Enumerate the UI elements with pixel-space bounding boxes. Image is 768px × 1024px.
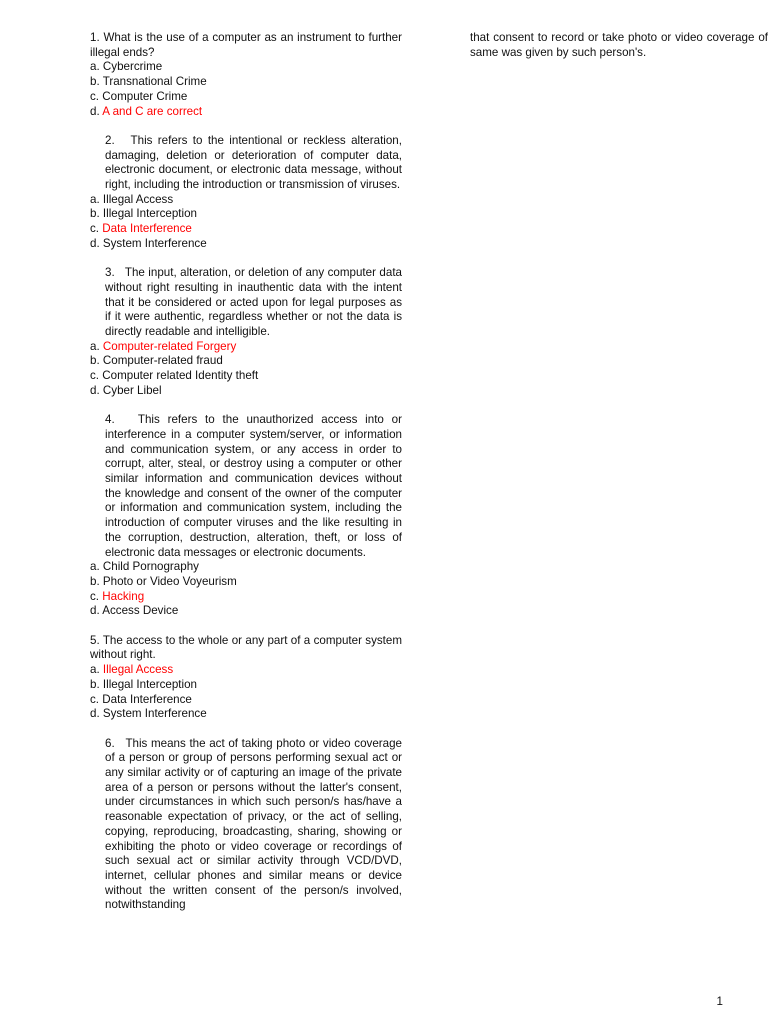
left-column [90,31,402,928]
option-c: c. Hacking [90,589,145,603]
question-text: 1. What is the use of a computer as an instrument to further illegal ends? [90,31,402,59]
option-b: b. Illegal Interception [90,677,198,691]
correct-answer: Illegal Access [102,663,174,677]
option-c: c. Computer Crime [90,89,188,103]
question-text: 4. This refers to the unauthorized access into or interference in a computer system/server, or information and communication system, or any access in order to corrupt, alter, steal, or destroy using a computer or other similar information and communication devices without the knowledge and consent of the owner of the computer or information and communication system, including the introduction of computer viruses and the like resulting in the corruption, destruction, alteration, theft, or loss of electronic data messages or electronic documents. [105,413,402,559]
question-5 [90,634,402,722]
question-text: 6. This means the act of taking photo or video coverage of a person or group of persons performing sexual act or any similar activity or of capturing an image of the private area of a person or persons without the latter's consent, under circumstances in which such person/s has/have a reasonable expectation of privacy, or the act of selling, copying, reproducing, broadcasting, sharing, showing or exhibiting the photo or video coverage or recordings of such sexual act or similar activity through VCD/DVD, internet, cellular phones and similar means or device without the written consent of the person/s involved, notwithstanding [105,736,402,912]
question-2 [90,134,402,252]
option-d: d. A and C are correct [90,104,203,118]
question-text: 3. The input, alteration, or deletion of any computer data without right resulting in inauthentic data with the intent that it be considered or acted upon for legal purposes as if it were authentic, regardless whether or not the data is directly readable and intelligible. [105,266,402,339]
option-b: b. Photo or Video Voyeurism [90,574,237,588]
option-c: c. Data Interference [90,692,192,706]
option-a: a. Computer-related Forgery [90,339,237,353]
question-1 [90,31,402,119]
option-d: d. System Interference [90,236,207,250]
question-4 [90,413,402,619]
option-b: b. Computer-related fraud [90,354,223,368]
correct-answer: Hacking [102,589,145,603]
option-a: a. Cybercrime [90,60,163,74]
option-c: c. Computer related Identity theft [90,369,259,383]
option-c: c. Data Interference [90,222,192,236]
option-a: a. Illegal Access [90,663,174,677]
option-b: b. Transnational Crime [90,75,207,89]
correct-answer: Data Interference [102,222,192,236]
option-d: d. Cyber Libel [90,383,162,397]
option-b: b. Illegal Interception [90,207,198,221]
option-d: d. System Interference [90,707,207,721]
question-3 [90,266,402,398]
correct-answer: A and C are correct [102,104,203,118]
question-text: 2. This refers to the intentional or reckless alteration, damaging, deletion or deterioration of computer data, electronic document, or electronic data message, without right, including the introduction or transmission of viruses. [105,133,402,192]
question-6-continuation: that consent to record or take photo or video coverage of same was given by such person's. [470,31,768,59]
question-6 [90,737,402,913]
right-column [470,31,768,60]
correct-answer: Computer-related Forgery [102,339,237,353]
option-d: d. Access Device [90,604,179,618]
question-text: 5. The access to the whole or any part of a computer system without right. [90,633,403,662]
page-number: 1 [716,995,723,1008]
option-a: a. Child Pornography [90,560,199,574]
option-a: a. Illegal Access [90,192,174,206]
